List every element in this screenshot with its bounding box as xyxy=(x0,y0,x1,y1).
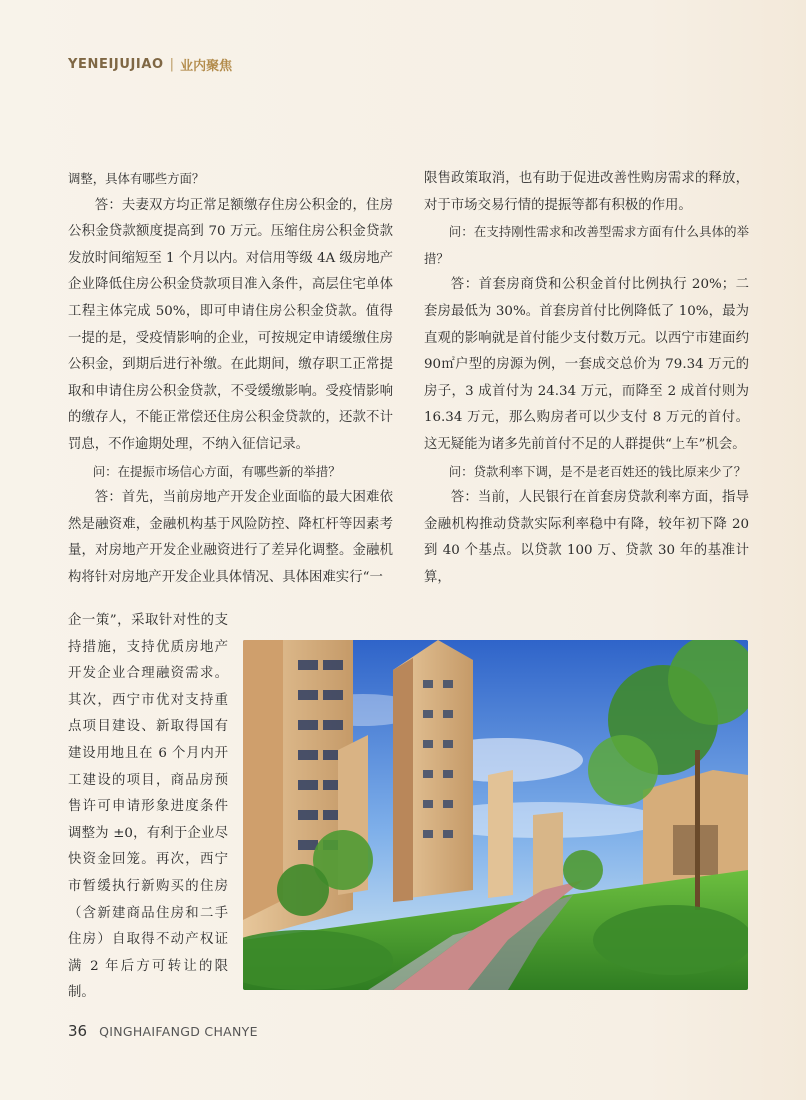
paragraph: 调整，具体有哪些方面？ xyxy=(68,171,205,186)
residential-complex-photo xyxy=(243,640,748,990)
left-column-narrow xyxy=(68,608,228,1007)
running-header xyxy=(68,54,232,74)
header-separator: | xyxy=(169,56,175,72)
page-number: 36 xyxy=(68,1022,88,1040)
paragraph: 答：首套房商贷和公积金首付比例执行 20%；二套房最低为 30%。首套房首付比例降低了 10%，最为直观的影响就是首付能少支付数万元。以西宁市建面约 90㎡户型的房源为例，一套成交总价为 79.34 万元的房子，3 成首付为 24.34 万元，而降至 2 成首付则为 16.34 万元，那么购房者可以少支付 8 万元的首付。这无疑能为诸多先前首付不足的人群提供“上车”机会。 xyxy=(424,277,749,452)
paragraph: 问：贷款利率下调，是不是老百姓还的钱比原来少了？ xyxy=(448,463,747,479)
header-section: 业内聚焦 xyxy=(180,58,233,74)
paragraph: 答：夫妻双方均正常足额缴存住房公积金的，住房公积金贷款额度提高到 70 万元。压缩住房公积金贷款发放时间缩短至 1 个月以内。对信用等级 4A 级房地产企业降低住房公积金贷款项目准入条件，高层住宅单体工程主体完成 50%，即可申请住房公积金贷款。值得一提的是，受疫情影响的企业，可按规定申请缓缴住房公积金，到期后进行补缴。在此期间，缴存职工正常提取和申请住房公积金贷款，不受缓缴影响。受疫情影响的缴存人，不能正常偿还住房公积金贷款的，还款不计罚息，不作逾期处理，不纳入征信记录。 xyxy=(68,197,393,452)
publication-name: QINGHAIFANGD CHANYE xyxy=(99,1024,258,1039)
page-footer xyxy=(68,1022,258,1040)
paragraph: 企一策”，采取针对性的支持措施，支持优质房地产开发企业合理融资需求。其次，西宁市优对支持重点项目建设、新取得国有建设用地且在 6 个月内开工建设的项目，商品房预售许可申请形象进度条件调整为 ±0，有利于企业尽快资金回笼。再次，西宁市暂缓执行新购买的住房（含新建商品住房和二手住房）自取得不动产权证满 2 年后方可转让的限制。 xyxy=(68,613,228,1001)
paragraph: 答：首先，当前房地产开发企业面临的最大困难依然是融资难，金融机构基于风险防控、降杠杆等因素考量，对房地产开发企业融资进行了差异化调整。金融机构将针对房地产开发企业具体情况、具体困难实行“一 xyxy=(68,490,393,585)
paragraph: 限售政策取消，也有助于促进改善性购房需求的释放，对于市场交易行情的提振等都有积极的作用。 xyxy=(424,171,749,213)
paragraph: 答：当前，人民银行在首套房贷款利率方面，指导金融机构推动贷款实际利率稳中有降，较年初下降 20 到 40 个基点。以贷款 100 万、贷款 30 年的基准计算， xyxy=(424,490,749,585)
paragraph: 问：在提振市场信心方面，有哪些新的举措？ xyxy=(92,463,341,479)
left-column-top xyxy=(68,166,393,592)
header-brand: YENEIJUJIAO xyxy=(68,56,164,72)
right-column xyxy=(424,166,749,592)
paragraph: 问：在支持刚性需求和改善型需求方面有什么具体的举措？ xyxy=(424,224,749,266)
photo-illustration xyxy=(243,640,748,990)
